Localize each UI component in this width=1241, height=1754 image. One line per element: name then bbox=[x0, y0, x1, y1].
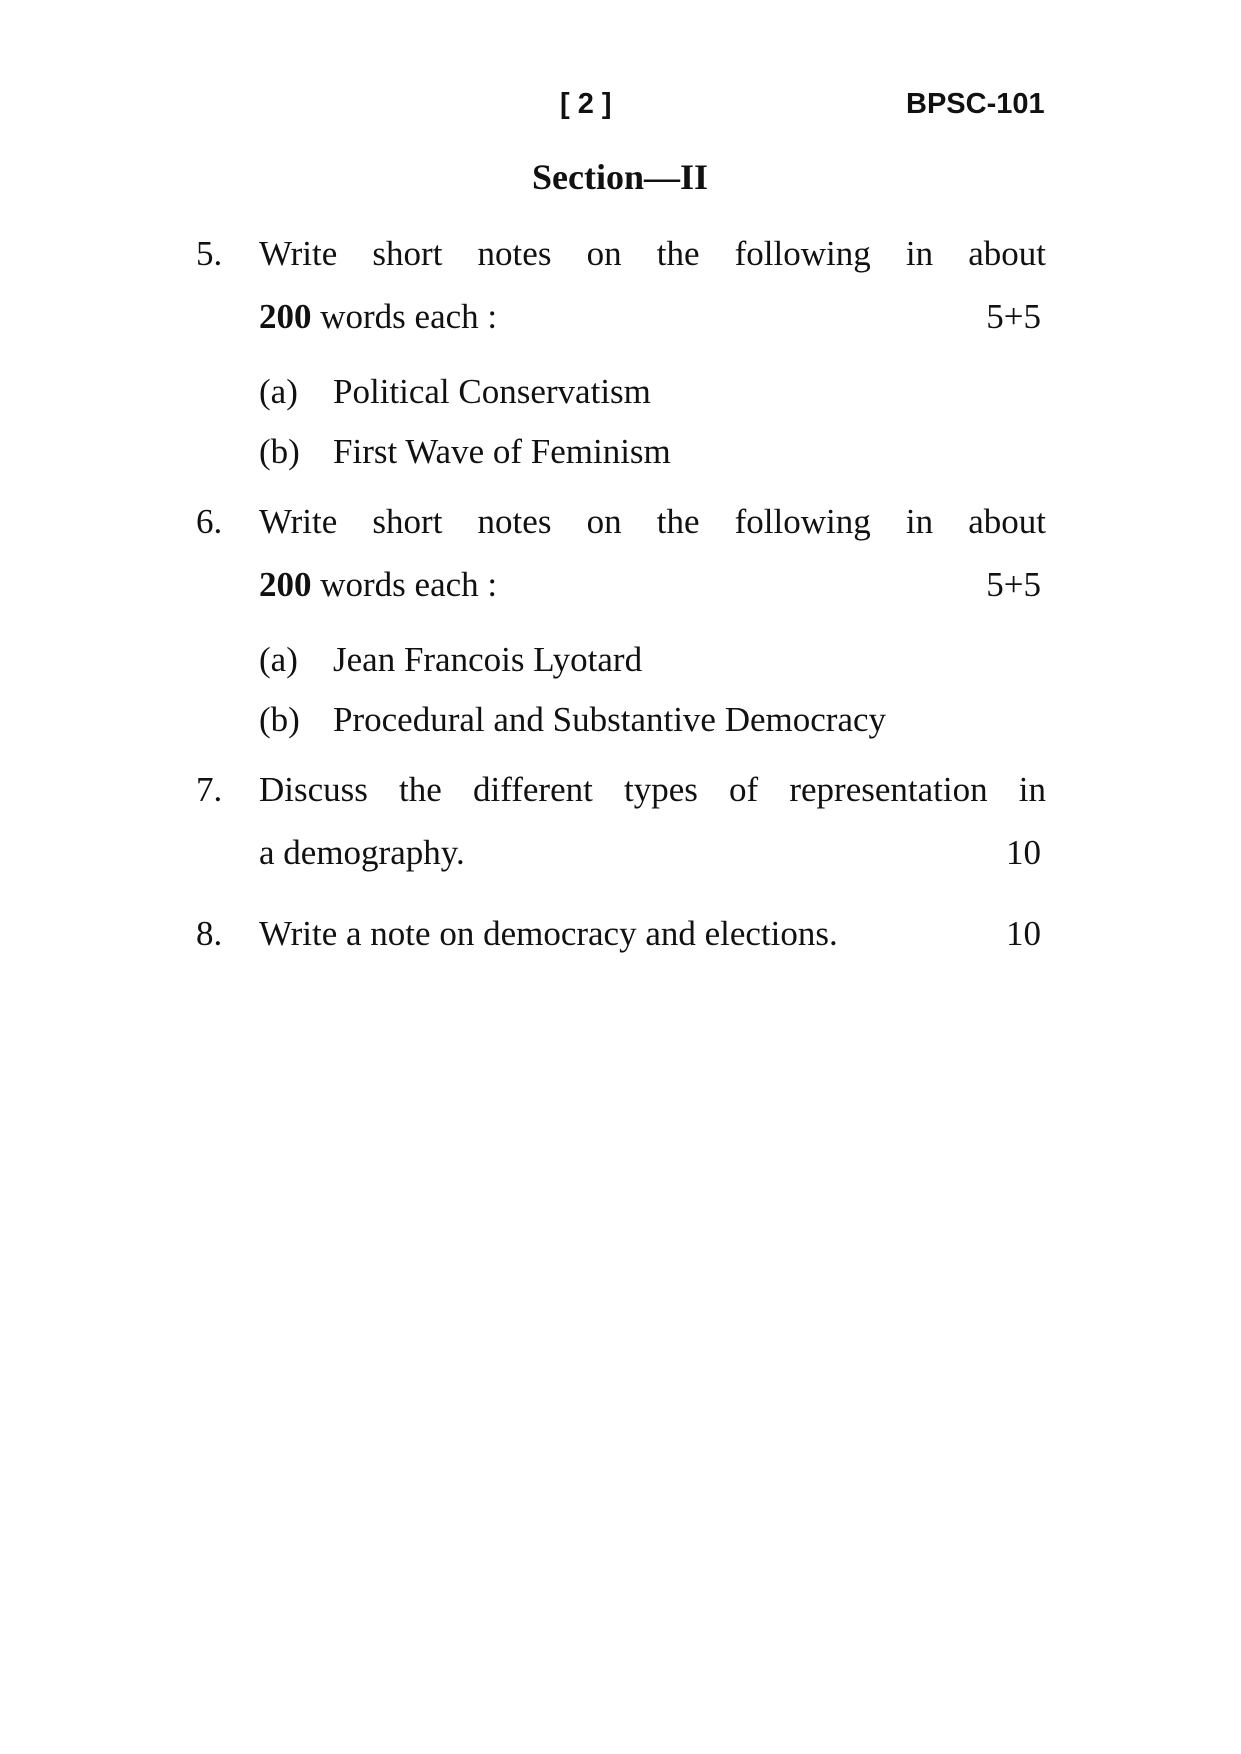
subpart-label: (b) bbox=[259, 700, 300, 739]
question-text-line-1: Write short notes on the following in about bbox=[259, 502, 1046, 541]
word-count: 200 bbox=[259, 297, 312, 336]
subpart-label: (b) bbox=[259, 432, 300, 471]
subpart-text: Procedural and Substantive Democracy bbox=[333, 700, 887, 739]
question-text-line-2 bbox=[259, 821, 1046, 884]
subpart-5a bbox=[196, 360, 1046, 423]
question-text-line-2 bbox=[259, 285, 1046, 348]
subpart-label: (a) bbox=[259, 640, 298, 679]
subpart-text: Political Conservatism bbox=[333, 372, 651, 411]
question-number: 8. bbox=[196, 914, 223, 953]
question-number: 6. bbox=[196, 502, 223, 541]
subpart-5b bbox=[196, 420, 1046, 483]
question-text: Write a note on democracy and elections. bbox=[259, 914, 838, 953]
subpart-6a bbox=[196, 628, 1046, 691]
question-marks: 5+5 bbox=[986, 297, 1041, 336]
subpart-label: (a) bbox=[259, 372, 298, 411]
question-number: 5. bbox=[196, 234, 223, 273]
question-text-line-1: Discuss the different types of representation in bbox=[259, 770, 1046, 809]
section-title: Section—II bbox=[531, 157, 708, 197]
subpart-text: Jean Francois Lyotard bbox=[333, 640, 643, 679]
question-marks: 10 bbox=[1006, 833, 1041, 872]
page-number: [ 2 ] bbox=[560, 88, 612, 120]
question-text-line-1: Write short notes on the following in about bbox=[259, 234, 1046, 273]
subpart-6b bbox=[196, 688, 1046, 751]
question-6 bbox=[196, 490, 1046, 616]
course-code: BPSC-101 bbox=[906, 88, 1045, 120]
question-text-rest: words each : bbox=[311, 565, 498, 604]
question-8 bbox=[196, 902, 1046, 965]
question-marks: 10 bbox=[1006, 914, 1041, 953]
word-count: 200 bbox=[259, 565, 312, 604]
question-text-line-2 bbox=[259, 553, 1046, 616]
question-text-rest: a demography. bbox=[259, 833, 465, 872]
subpart-text: First Wave of Feminism bbox=[333, 432, 671, 471]
question-marks: 5+5 bbox=[986, 565, 1041, 604]
question-text-line-1 bbox=[259, 902, 1046, 965]
question-text-rest: words each : bbox=[311, 297, 498, 336]
question-7 bbox=[196, 758, 1046, 884]
question-5 bbox=[196, 222, 1046, 348]
question-number: 7. bbox=[196, 770, 223, 809]
